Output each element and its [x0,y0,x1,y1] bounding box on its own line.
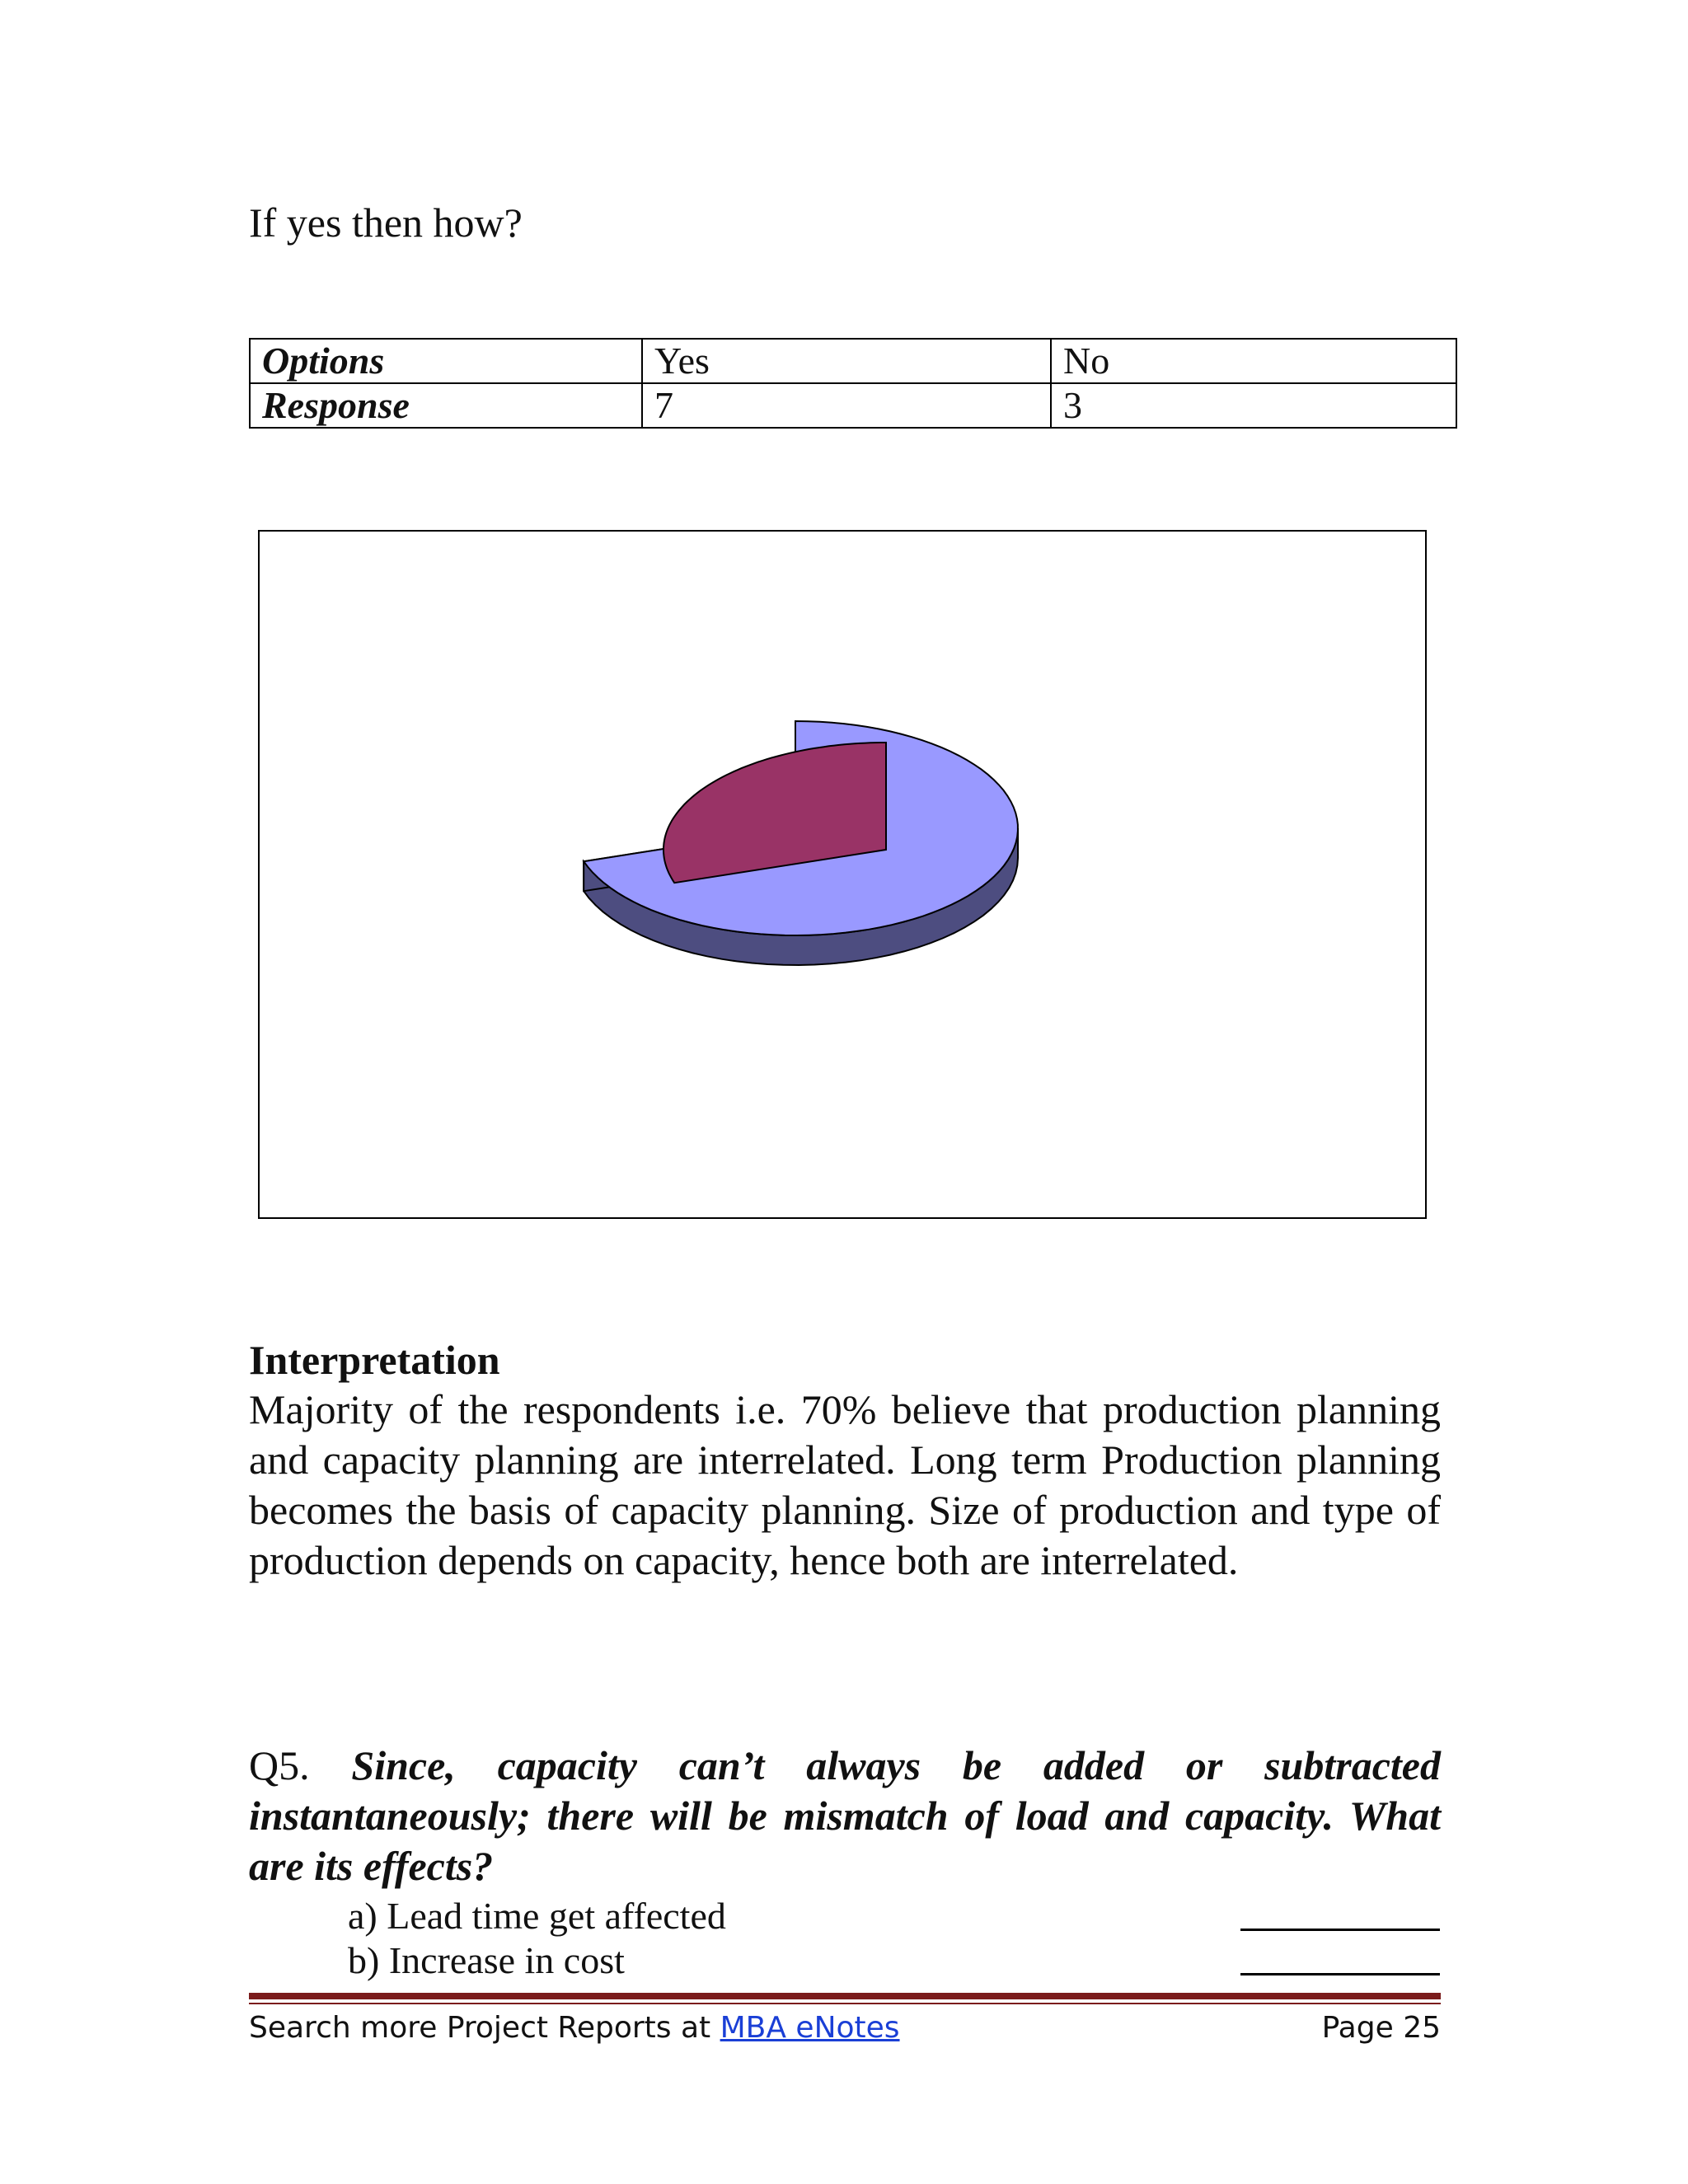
table-cell: 3 [1051,383,1456,428]
pie-chart-frame [258,530,1427,1219]
table-cell: No [1051,339,1456,383]
interpretation-heading: Interpretation [249,1337,500,1383]
question-intro: If yes then how? [249,199,523,246]
option-b: b) Increase in cost [348,1939,625,1981]
interpretation-body: Majority of the respondents i.e. 70% believe that production planning and capacity planning are interrelated. Long term Production planning becomes the basis of capacity planning. Size of production and type of production depends on capacity, hence both are interrelated. [249,1386,1441,1583]
footer-text [249,2008,900,2049]
question-5 [249,1741,1441,1891]
mba-enotes-link[interactable]: MBA eNotes [720,2011,900,2045]
question-number: Q5. [249,1742,310,1788]
table-row [250,383,1456,428]
option-a: a) Lead time get affected [348,1895,726,1937]
answer-blank-b [1240,1973,1440,1975]
table-cell: Yes [642,339,1051,383]
page-number: Page 25 [1321,2011,1441,2045]
table-row-header: Response [250,383,642,428]
footer-rule [249,1993,1441,1999]
answer-blank-a [1240,1929,1440,1931]
question-text: Since, capacity can’t always be added or subtracted instantaneously; there will be mismatch of load and capacity. What are its effects? [249,1742,1441,1889]
pie-chart [260,532,1425,1217]
response-table [249,338,1457,429]
table-row-header: Options [250,339,642,383]
table-cell: 7 [642,383,1051,428]
footer-rule-thin [249,2003,1441,2004]
footer-prefix: Search more Project Reports at [249,2011,720,2045]
table-row [250,339,1456,383]
